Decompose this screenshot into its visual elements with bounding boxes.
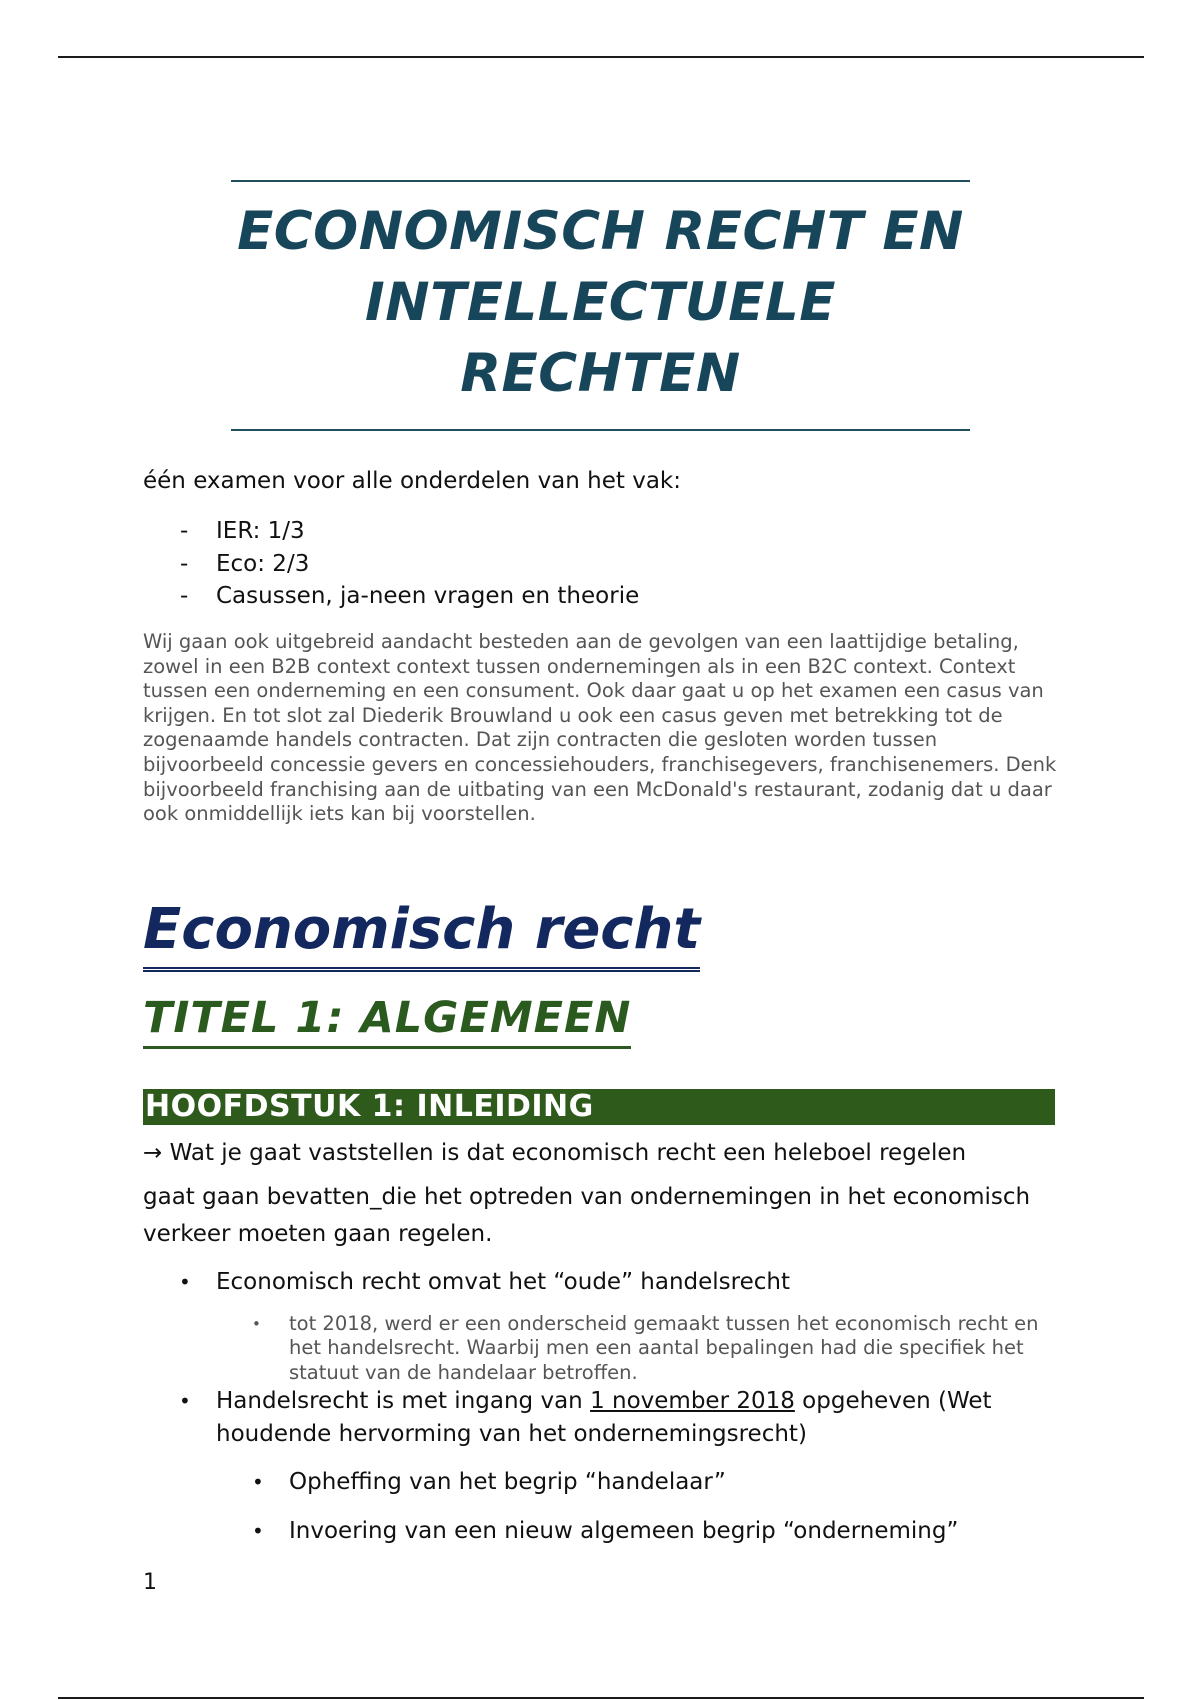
heading-titel-wrap (143, 990, 1058, 1049)
list-item (143, 580, 1058, 613)
arrow-icon: → (143, 1140, 163, 1166)
heading-hoofdstuk-1: HOOFDSTUK 1: INLEIDING (143, 1089, 1055, 1125)
document-title (231, 196, 970, 409)
bullet-marker: • (252, 1518, 264, 1543)
list-item-text: Casussen, ja-neen vragen en theorie (216, 583, 640, 609)
bullet-1-sub-text: tot 2018, werd er een onderscheid gemaakt tussen het economisch recht en het handelsrecht. Waarbij men een aantal bepalingen had die specifiek het statuut van de handelaar betroffen. (289, 1311, 1039, 1384)
body-line-1 (143, 1135, 1058, 1172)
bullet-section (143, 1266, 1058, 1547)
title-line-1: ECONOMISCH RECHT EN (237, 201, 964, 262)
bullet-2-sub-1: Opheffing van het begrip “handelaar” (289, 1469, 726, 1495)
bullet-marker: • (179, 1389, 191, 1413)
bullet-list (143, 1266, 1058, 1547)
title-line-3: RECHTEN (460, 343, 741, 404)
list-item-text: Eco: 2/3 (216, 550, 310, 577)
intro-list (143, 515, 1058, 613)
bullet-2-sub-2: Invoering van een nieuw algemeen begrip “onderneming” (289, 1517, 959, 1544)
bullet-marker: • (252, 1314, 261, 1333)
bottom-rule (58, 1697, 1144, 1699)
page-number: 1 (143, 1570, 157, 1595)
sub-list (143, 1466, 1058, 1547)
title-line-2: INTELLECTUELE (365, 272, 836, 333)
body-line-2: gaat gaan bevatten_die het optreden van ondernemingen in het economisch verkeer moeten gaan regelen. (143, 1184, 1031, 1247)
bullet-marker: • (179, 1270, 191, 1294)
list-item (143, 548, 1058, 581)
bullet-1-text: Economisch recht omvat het “oude” handelsrecht (216, 1269, 791, 1295)
heading-hoofdstuk-wrap (143, 1089, 1058, 1125)
intro-section (143, 466, 1058, 613)
heading-economisch-wrap (143, 895, 1058, 972)
lecture-paragraph (143, 630, 1058, 827)
bullet-marker: • (252, 1470, 264, 1494)
heading-titel-1: TITEL 1: ALGEMEEN (143, 990, 631, 1049)
top-rule (58, 56, 1144, 58)
title-top-line (231, 180, 970, 182)
body-line-1-text: Wat je gaat vaststellen is dat economisch recht een heleboel regelen (169, 1140, 967, 1166)
list-item (143, 1385, 1058, 1547)
list-item (143, 1312, 1058, 1386)
dash-marker: - (180, 583, 189, 609)
paragraph-text: Wij gaan ook uitgebreid aandacht besteden aan de gevolgen van een laattijdige betaling, zowel in een B2B context context tussen ondernemingen als in een B2C context. Context tussen een onderneming en een consument. Ook daar gaat u op het examen een casus van krijgen. En tot slot zal Diederik Brouwland u ook een casus geven met betrekking tot de zogenaamde handels contracten. Dat zijn contracten die gesloten worden tussen bijvoorbeeld concessie gevers en concessiehouders, franchisegevers, franchisenemers. Denk bijvoorbeeld franchising aan de uitbating van een McDonald's restaurant, zodanig dat u daar ook onmiddellijk iets kan bij voorstellen. (143, 630, 1057, 826)
dash-marker: - (180, 518, 189, 544)
sub-list (143, 1312, 1058, 1386)
body-section (143, 1135, 1058, 1253)
list-item (143, 1515, 1058, 1548)
dash-marker: - (180, 550, 189, 577)
intro-text: één examen voor alle onderdelen van het vak: (143, 468, 681, 494)
list-item (143, 515, 1058, 548)
title-bottom-line (231, 429, 970, 431)
bullet-2-date: 1 november 2018 (590, 1388, 795, 1414)
list-item (143, 1266, 1058, 1385)
list-item-text: IER: 1/3 (216, 518, 305, 544)
title-block (231, 180, 970, 431)
heading-economisch-recht: Economisch recht (143, 895, 700, 972)
bullet-2-post: opgeheven (Wet houdende hervorming van het ondernemingsrecht) (216, 1388, 992, 1447)
list-item (143, 1466, 1058, 1499)
bullet-2-pre: Handelsrecht is met ingang van (216, 1388, 591, 1414)
